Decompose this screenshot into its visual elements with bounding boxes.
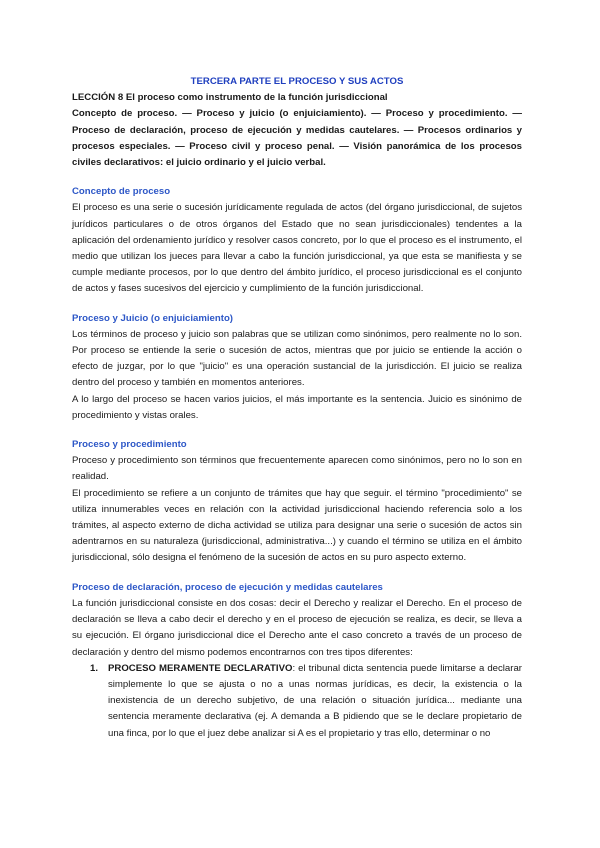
list-number: 1.	[90, 662, 99, 674]
section-heading: Concepto de proceso	[72, 186, 171, 198]
list-item-title: PROCESO MERAMENTE DECLARATIVO	[108, 662, 293, 674]
document-title: TERCERA PARTE EL PROCESO Y SUS ACTOS	[190, 76, 404, 87]
process-types-list	[72, 661, 522, 742]
section-heading: Proceso y Juicio (o enjuiciamiento)	[72, 312, 233, 324]
paragraph: Proceso y procedimiento son términos que frecuentemente aparecen como sinónimos, pero no lo son en realidad.	[72, 455, 522, 483]
paragraph: El proceso es una serie o sucesión jurídicamente regulada de actos (del órgano jurisdiccional, de sujetos jurídicos particulares o de otros órganos del Estado que no sean jurisdiccionales) tendentes a la aplicación del ordenamiento jurídico y resolver casos concreto, por lo que el proceso es el instrumento, el medio que utilizan los jueces para llevar a cabo la función jurisdiccional, ya que esta se manifiesta y se cumple mediante procesos, por lo que dentro del ámbito jurídico, el proceso jurisdiccional es el conjunto de actos y fases sucesivos del ejercicio y cumplimiento de la función jurisdiccional.	[72, 202, 522, 295]
lesson-contents: Concepto de proceso. — Proceso y juicio (o enjuiciamiento). — Proceso y procedimiento. — Proceso de declaración, proceso de ejecución y medidas cautelares. — Procesos ordinarios y procesos especiales. — Proceso civil y proceso penal. — Visión panorámica de los procesos civiles declarativos: el juicio ordinario y el juicio verbal.	[72, 108, 522, 169]
section-proceso-procedimiento	[72, 437, 522, 567]
section-concepto	[72, 184, 522, 297]
paragraph: Los términos de proceso y juicio son palabras que se utilizan como sinónimos, pero realmente no lo son. Por proceso se entiende la serie o sucesión de actos, mientras que por juicio se entiende la acción o efecto de juzgar, por lo que "juicio" es una operación sustancial de la jurisdicción. El juicio se realiza dentro del proceso y también en momentos anteriores.	[72, 328, 522, 389]
paragraph: La función jurisdiccional consiste en dos cosas: decir el Derecho y realizar el Derecho. En el proceso de declaración se lleva a cabo decir el derecho y en el proceso de ejecución se realiza, es decir, se lleva a su ejecución. El órgano jurisdiccional dice el Derecho ante el caso concreto a través de un proceso de declaración y dentro del mismo podemos encontrarnos con tres tipos diferentes:	[72, 597, 522, 658]
lesson-heading: LECCIÓN 8 El proceso como instrumento de la función jurisdiccional	[72, 92, 388, 104]
section-declaracion-ejecucion	[72, 580, 522, 742]
section-heading: Proceso de declaración, proceso de ejecución y medidas cautelares	[72, 581, 383, 593]
paragraph: A lo largo del proceso se hacen varios juicios, el más importante es la sentencia. Juicio es sinónimo de procedimiento y vistas orales.	[72, 393, 522, 421]
paragraph: El procedimiento se refiere a un conjunto de trámites que hay que seguir. el término "procedimiento" se utiliza innumerables veces en relación con la actividad jurisdiccional haciendo referencia solo a los trámites, al aspecto externo de dicha actividad se utiliza para designar una serie o sucesión de actos sin adentrarnos en su naturaleza (jurisdiccional, administrativa...) y cuando el término se utiliza en el ámbito jurisdiccional, sólo designa el fenómeno de la sucesión de actos en su puro aspecto externo.	[72, 487, 522, 564]
list-item	[90, 661, 522, 742]
section-proceso-juicio	[72, 311, 522, 424]
list-item-text: : el tribunal dicta sentencia puede limitarse a declarar simplemente lo que se ajusta o no a unas normas jurídicas, es decir, la existencia o la inexistencia de un derecho subjetivo, de una relación o situación jurídica... mediante una sentencia meramente declarativa (ej. A demanda a B pidiendo que se le declare propietario de una finca, por lo que el juez debe analizar si A es el propietario y tras ello, determinar o no	[108, 662, 522, 739]
section-heading: Proceso y procedimiento	[72, 439, 187, 451]
